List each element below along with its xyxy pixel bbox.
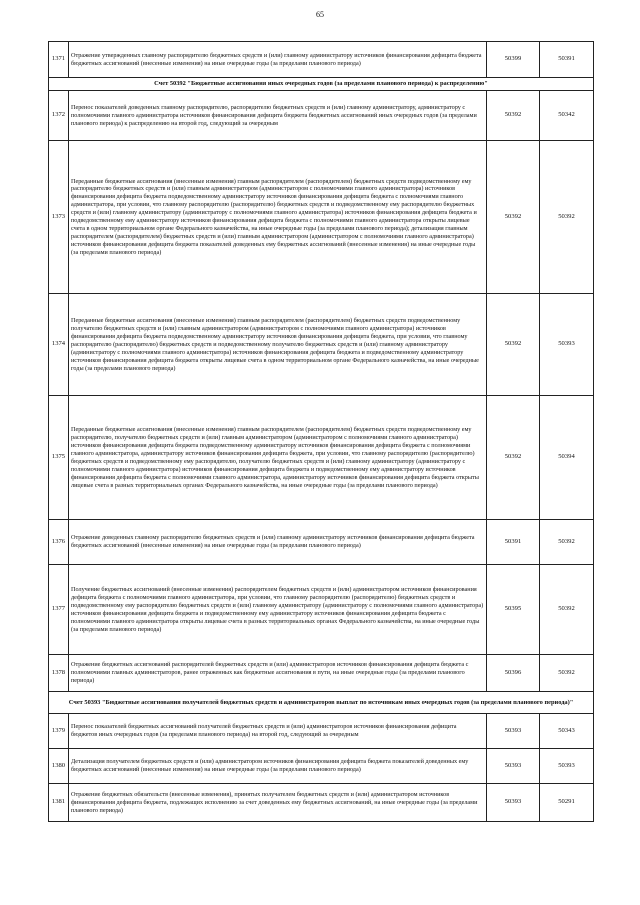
row-number: 1381: [49, 784, 69, 822]
debit-account: 50393: [487, 784, 540, 822]
table-row: [49, 714, 594, 749]
section-header-row: [49, 78, 594, 91]
row-number: 1371: [49, 42, 69, 78]
table-row: [49, 749, 594, 784]
section-header-row: [49, 692, 594, 714]
debit-account: 50393: [487, 749, 540, 784]
table-row: [49, 655, 594, 692]
row-number: 1379: [49, 714, 69, 749]
table-row: [49, 784, 594, 822]
row-number: 1378: [49, 655, 69, 692]
credit-account: 50342: [540, 91, 594, 141]
debit-account: 50392: [487, 91, 540, 141]
row-description: Отражение бюджетных ассигнований распорядителей бюджетных средств и (или) администраторов источников финансирования дефицита бюджета с полномочиями главных администраторов, ранее отраженных как бюджетные ассигнования в пути, на иные очередные годы (за пределами планового периода): [69, 655, 487, 692]
section-title: Счет 50393 "Бюджетные ассигнования получателей бюджетных средств и администраторов выплат по источникам иных очередных годов (за пределами планового периода)": [49, 692, 594, 714]
row-number: 1372: [49, 91, 69, 141]
credit-account: 50393: [540, 294, 594, 396]
debit-account: 50399: [487, 42, 540, 78]
row-description: Переданные бюджетные ассигнования (внесенные изменения) главным распорядителем (распорядителем) бюджетных средств подведомственному получателю бюджетных средств и (или) главным администратором (администратором с полномочиями главного администратора) источников финансирования дефицита бюджета подведомственному администратору источников финансирования дефицита бюджета, при условии, что главному распорядителю (распорядителю) бюджетных средств и подведомственному получателю бюджетных средств и (или) главному администратору (администратору с полномочиями главного администратора) источников финансирования дефицита бюджета и подведомственному администратору источников финансирования дефицита бюджета открыты лицевые счета в одном территориальном органе Федерального казначейства, на иные очередные годы (за пределами планового периода): [69, 294, 487, 396]
row-number: 1380: [49, 749, 69, 784]
table-row: [49, 42, 594, 78]
credit-account: 50392: [540, 141, 594, 294]
debit-account: 50392: [487, 141, 540, 294]
credit-account: 50393: [540, 749, 594, 784]
row-number: 1373: [49, 141, 69, 294]
row-description: Отражение утвержденных главному распорядителю бюджетных средств и (или) главному администратору источников финансирования дефицита бюджета бюджетных ассигнований (внесенные изменения) на иные очередные годы (за пределами планового периода): [69, 42, 487, 78]
debit-account: 50392: [487, 396, 540, 520]
row-description: Переданные бюджетные ассигнования (внесенные изменения) главным распорядителем (распорядителем) бюджетных средств подведомственному ему распорядителю бюджетных средств и (или) главным администратором (администратором с полномочиями главного администратора) источников финансирования дефицита бюджета подведомственному администратору источников финансирования дефицита бюджета с полномочиями главного администратора, при условии, что главному распорядителю (распорядителю) бюджетных средств и подведомственному ему распорядителю бюджетных средств и (или) главному администратору (администратору с полномочиями главного администратора) источников финансирования дефицита бюджета и подведомственному ему администратору источников финансирования дефицита бюджета с полномочиями главного администратора открыты лицевые счета в одном территориальном органе Федерального казначейства, на иные очередные годы (за пределами планового периода); детализация главным распорядителем (распорядителем) бюджетных средств и (или) главным администратором (администратором с полномочиями главного администратора) источников финансирования дефицита бюджета показателей доведенных ему бюджетных ассигнований (внесенные изменения) на иные очередные годы (за пределами планового периода): [69, 141, 487, 294]
credit-account: 50391: [540, 42, 594, 78]
table-row: [49, 294, 594, 396]
table-row: [49, 91, 594, 141]
credit-account: 50343: [540, 714, 594, 749]
row-description: Детализация получателем бюджетных средств и (или) администратором источников финансирования дефицита бюджета показателей доведенных ему бюджетных ассигнований (внесенные изменения) на иные очередные годы (за пределами планового периода): [69, 749, 487, 784]
row-number: 1377: [49, 565, 69, 655]
table-row: [49, 141, 594, 294]
table-row: [49, 565, 594, 655]
row-description: Получение бюджетных ассигнований (внесенные изменения) распорядителем бюджетных средств и (или) администратором источников финансирования дефицита бюджета с полномочиями главного администратора, при условии, что главному распорядителю (распорядителю) бюджетных средств и подведомственному ему распорядителю бюджетных средств и (или) главному администратору (администратору с полномочиями главного администратора) источников финансирования дефицита бюджета и подведомственному ему администратору источников финансирования дефицита бюджета с полномочиями главного администратора открыты лицевые счета в разных территориальных органах Федерального казначейства, на иные очередные годы (за пределами планового периода): [69, 565, 487, 655]
credit-account: 50392: [540, 565, 594, 655]
row-description: Перенос показателей доведенных главному распорядителю, распорядителю бюджетных средств и (или) главному администратору, администратору с полномочиями главного администратора источников финансирования дефицита бюджета бюджетных ассигнований иных очередных годов (за пределами планового периода) к распределению на второй год, следующий за очередным: [69, 91, 487, 141]
row-number: 1376: [49, 520, 69, 565]
row-description: Перенос показателей бюджетных ассигнований получателей бюджетных средств и (или) администраторов источников финансирования дефицита бюджетов иных очередных годов (за пределами планового периода) на второй год, следующий за очередным: [69, 714, 487, 749]
debit-account: 50396: [487, 655, 540, 692]
row-number: 1374: [49, 294, 69, 396]
debit-account: 50392: [487, 294, 540, 396]
page-number: 65: [316, 10, 324, 19]
table-row: [49, 520, 594, 565]
row-description: Переданные бюджетные ассигнования (внесенные изменения) главным распорядителем (распорядителем) бюджетных средств подведомственному ему распорядителю, получателю бюджетных средств и (или) главным администратором (администратором с полномочиями главного администратора) источников финансирования дефицита бюджета подведомственному администратору источников финансирования дефицита бюджета с полномочиями главного администратора, администратору источников финансирования дефицита бюджета, при условии, что главному распорядителю (распорядителю) бюджетных средств и подведомственному ему распорядителю, получателю бюджетных средств и (или) главному администратору (администратору с полномочиями главного администратора) источников финансирования дефицита бюджета и подведомственному ему администратору источников финансирования дефицита бюджета с полномочиями главного администратора, администратору источников финансирования дефицита бюджета открыты лицевые счета в разных территориальных органах Федерального казначейства, на иные очередные годы (за пределами планового периода): [69, 396, 487, 520]
row-description: Отражение бюджетных обязательств (внесенные изменения), принятых получателем бюджетных средств и (или) администратором источников финансирования дефицита бюджета, подлежащих исполнению за счет доведенных ему бюджетных ассигнований, на иные очередные годы (за пределами планового периода): [69, 784, 487, 822]
section-title: Счет 50392 "Бюджетные ассигнования иных очередных годов (за пределами планового периода) к распределению": [49, 78, 594, 91]
debit-account: 50391: [487, 520, 540, 565]
debit-account: 50395: [487, 565, 540, 655]
credit-account: 50392: [540, 520, 594, 565]
credit-account: 50392: [540, 655, 594, 692]
accounting-entries-table: [48, 41, 594, 822]
debit-account: 50393: [487, 714, 540, 749]
row-description: Отражение доведенных главному распорядителю бюджетных средств и (или) главному администратору источников финансирования дефицита бюджета бюджетных ассигнований (внесенные изменения) на иные очередные годы (за пределами планового периода): [69, 520, 487, 565]
row-number: 1375: [49, 396, 69, 520]
table-row: [49, 396, 594, 520]
credit-account: 50291: [540, 784, 594, 822]
credit-account: 50394: [540, 396, 594, 520]
